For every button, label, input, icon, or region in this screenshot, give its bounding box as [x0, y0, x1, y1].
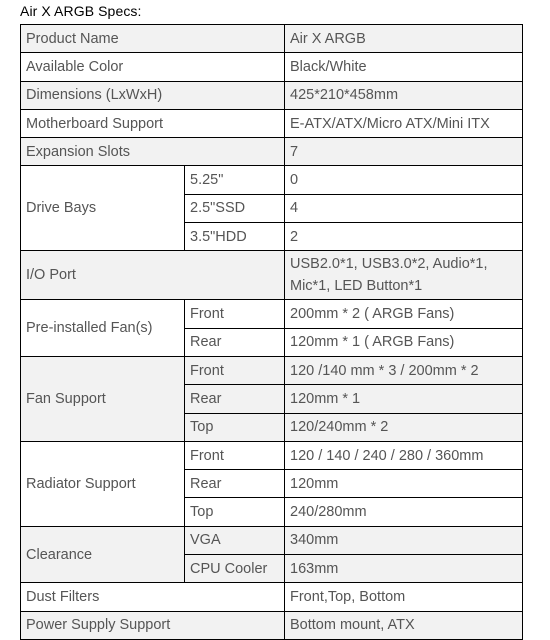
table-row [21, 611, 523, 639]
row-value: Bottom mount, ATX [285, 611, 523, 639]
table-row [21, 25, 523, 53]
table-row [21, 138, 523, 166]
row-label: I/O Port [21, 251, 285, 300]
sub-label: Front [185, 441, 285, 469]
sub-label: Rear [185, 385, 285, 413]
row-value: 163mm [285, 555, 523, 583]
table-row [21, 251, 523, 300]
table-row [21, 53, 523, 81]
row-value: 120/240mm * 2 [285, 413, 523, 441]
table-row [21, 441, 523, 469]
row-value: 120mm * 1 ( ARGB Fans) [285, 328, 523, 356]
specs-table [20, 24, 523, 640]
row-value: 200mm * 2 ( ARGB Fans) [285, 300, 523, 328]
sub-label: Top [185, 413, 285, 441]
row-value: 425*210*458mm [285, 81, 523, 109]
row-value: 120mm [285, 470, 523, 498]
row-label: Pre-installed Fan(s) [21, 300, 185, 357]
sub-label: Rear [185, 470, 285, 498]
page-title: Air X ARGB Specs: [20, 3, 142, 19]
table-row [21, 356, 523, 384]
row-value: Black/White [285, 53, 523, 81]
row-label: Power Supply Support [21, 611, 285, 639]
row-label: Available Color [21, 53, 285, 81]
row-value: 2 [285, 223, 523, 251]
sub-label: CPU Cooler [185, 555, 285, 583]
table-row [21, 300, 523, 328]
sub-label: Front [185, 356, 285, 384]
row-label: Drive Bays [21, 166, 185, 251]
row-value: 4 [285, 194, 523, 222]
table-row [21, 109, 523, 137]
row-value: USB2.0*1, USB3.0*2, Audio*1, Mic*1, LED Button*1 [285, 251, 523, 300]
row-label: Fan Support [21, 356, 185, 441]
row-value: 340mm [285, 526, 523, 554]
sub-label: Rear [185, 328, 285, 356]
row-label: Radiator Support [21, 441, 185, 526]
row-label: Dimensions (LxWxH) [21, 81, 285, 109]
sub-label: 2.5"SSD [185, 194, 285, 222]
sub-label: Top [185, 498, 285, 526]
row-value: E-ATX/ATX/Micro ATX/Mini ITX [285, 109, 523, 137]
sub-label: 3.5"HDD [185, 223, 285, 251]
row-value: 240/280mm [285, 498, 523, 526]
row-label: Clearance [21, 526, 185, 583]
row-label: Expansion Slots [21, 138, 285, 166]
table-row [21, 583, 523, 611]
row-value: 0 [285, 166, 523, 194]
row-value: Air X ARGB [285, 25, 523, 53]
row-label: Motherboard Support [21, 109, 285, 137]
table-row [21, 526, 523, 554]
row-label: Product Name [21, 25, 285, 53]
row-value: Front,Top, Bottom [285, 583, 523, 611]
row-label: Dust Filters [21, 583, 285, 611]
sub-label: VGA [185, 526, 285, 554]
row-value: 120mm * 1 [285, 385, 523, 413]
row-value: 120 / 140 / 240 / 280 / 360mm [285, 441, 523, 469]
sub-label: Front [185, 300, 285, 328]
table-row [21, 166, 523, 194]
table-row [21, 81, 523, 109]
row-value: 7 [285, 138, 523, 166]
row-value: 120 /140 mm * 3 / 200mm * 2 [285, 356, 523, 384]
sub-label: 5.25" [185, 166, 285, 194]
